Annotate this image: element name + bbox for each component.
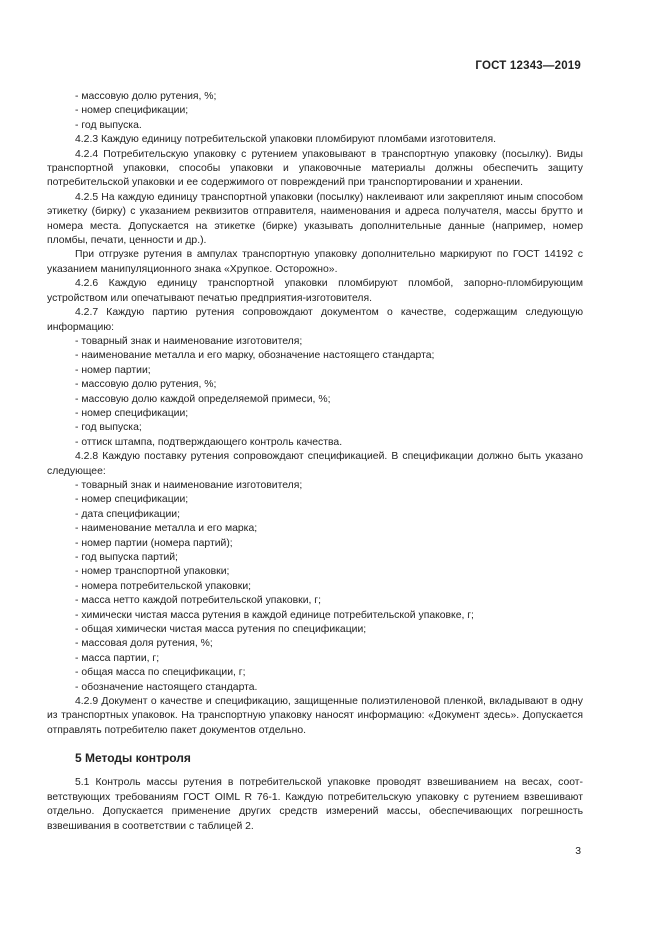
list-item: - общая химически чистая масса рутения по спецификации; bbox=[75, 624, 367, 636]
paragraph-4-2-5: 4.2.5 На каждую единицу транспортной упаковки (посылку) наклеивают или закрепляют иным способом этикетку (бирку) с указанием реквизитов отправителя, наименования и адреса получателя, массы брутто и номера места. Допускается на этикетке (бирке) указывать дополнительные данные (например, номер пломбы, печати, ценности и др.). bbox=[47, 191, 583, 247]
list-item: - оттиск штампа, подтверждающего контроль качества. bbox=[75, 436, 343, 448]
paragraph-4-2-8: 4.2.8 Каждую поставку рутения сопровождают спецификацией. В спецификации должно быть указано следующее: bbox=[47, 451, 583, 477]
list-item: - массовую долю рутения, %; bbox=[75, 379, 217, 391]
paragraph-ampoule-marking: При отгрузке рутения в ампулах транспортную упаковку дополнительно маркируют по ГОСТ 14192 с указанием манипуляционного знака «Хрупкое. Осторожно». bbox=[47, 249, 583, 275]
list-item: - номер спецификации; bbox=[75, 407, 189, 419]
list-item: - массовая доля рутения, %; bbox=[75, 638, 213, 650]
section-5-heading: 5 Методы контроля bbox=[75, 751, 191, 766]
list-item: - наименование металла и его марку, обозначение настоящего стандарта; bbox=[75, 350, 435, 362]
list-item: - наименование металла и его марка; bbox=[75, 523, 258, 535]
list-item: - массовую долю каждой определяемой примеси, %; bbox=[75, 393, 331, 405]
list-item: - товарный знак и наименование изготовителя; bbox=[75, 479, 303, 491]
list-item: - год выпуска партий; bbox=[75, 552, 178, 563]
list-item: - номер партии; bbox=[75, 364, 151, 376]
list-item: - общая масса по спецификации, г; bbox=[75, 667, 246, 679]
paragraph-4-2-7: 4.2.7 Каждую партию рутения сопровождают документом о качестве, содержащим следующую информацию: bbox=[47, 307, 583, 333]
list-item: - масса партии, г; bbox=[75, 652, 160, 664]
list-item: - масса нетто каждой потребительской упаковки, г; bbox=[75, 595, 321, 607]
document-code: ГОСТ 12343—2019 bbox=[475, 60, 581, 72]
paragraph-4-2-9: 4.2.9 Документ о качестве и спецификацию, защищенные полиэтиленовой пленкой, вкладывают в одну из транспортных упаковок. На транспортную упаковку наносят информацию: «Документ здесь». Допускается отправлять потребителю пакет документов отдельно. bbox=[47, 696, 583, 736]
list-item: - обозначение настоящего стандарта. bbox=[75, 681, 258, 693]
list-item: - номер спецификации; bbox=[75, 105, 189, 117]
list-item: - номер транспортной упаковки; bbox=[75, 566, 230, 578]
list-item: - номера потребительской упаковки; bbox=[75, 580, 252, 592]
list-item: - товарный знак и наименование изготовителя; bbox=[75, 335, 303, 347]
paragraph-4-2-6: 4.2.6 Каждую единицу транспортной упаковки пломбируют пломбой, запорно-пломбирующим устройством или опечатывают печатью предприятия-изготовителя. bbox=[47, 278, 583, 304]
page-body bbox=[47, 90, 583, 834]
page-number: 3 bbox=[575, 846, 581, 857]
list-item: - год выпуска. bbox=[75, 119, 142, 131]
list-item: - массовую долю рутения, %; bbox=[75, 91, 217, 102]
list-item: - год выпуска; bbox=[75, 422, 142, 434]
list-item: - номер спецификации; bbox=[75, 494, 189, 506]
paragraph-4-2-3: 4.2.3 Каждую единицу потребительской упаковки пломбируют пломбами изготовителя. bbox=[75, 134, 496, 146]
list-item: - химически чистая масса рутения в каждой единице потребительской упаковке, г; bbox=[75, 609, 474, 621]
list-item: - номер партии (номера партий); bbox=[75, 537, 233, 549]
paragraph-5-1: 5.1 Контроль массы рутения в потребительской упаковке проводят взвешиванием на весах, соответствующих требованиям ГОСТ OIML R 76-1. Каждую потребительскую упаковку с рутением взвешивают отдельно. Допускается применение других средств измерений массы, обеспечивающих погрешность взвешивания в соответствии с таблицей 2. bbox=[47, 777, 583, 832]
list-item: - дата спецификации; bbox=[75, 508, 180, 520]
paragraph-4-2-4: 4.2.4 Потребительскую упаковку с рутением упаковывают в транспортную упаковку (посылку). Виды транспортной упаковки, способы упаковки и упаковочные материалы должны обеспечить защиту потребительской упаковки и ее содержимого от повреждений при транспортировании и хранении. bbox=[47, 148, 583, 189]
